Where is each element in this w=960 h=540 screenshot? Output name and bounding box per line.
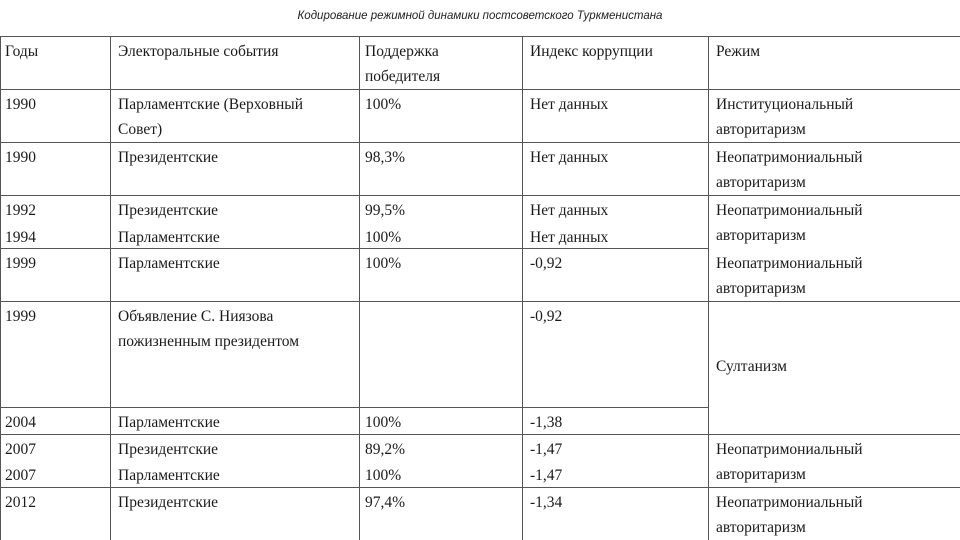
row-corruption: Нет данных xyxy=(530,96,609,113)
row-event: Президентские xyxy=(118,149,219,166)
row-event-line2: Совет) xyxy=(118,121,163,138)
row-event: Президентские xyxy=(118,494,219,511)
row-year: 1990 xyxy=(5,149,36,166)
regime-line1: Неопатримониальный xyxy=(716,202,863,219)
table-rule xyxy=(0,142,960,143)
regime-cell xyxy=(716,353,951,379)
row-corruption: Нет данных xyxy=(530,229,609,246)
table-border-top xyxy=(0,36,960,37)
regime-line2: авторитаризм xyxy=(716,519,806,536)
row-support: 100% xyxy=(365,467,402,484)
regime-line1: Неопатримониальный xyxy=(716,149,863,166)
row-event: Парламентские xyxy=(118,229,220,246)
row-year: 1992 xyxy=(5,202,36,219)
row-corruption: -1,34 xyxy=(530,494,563,511)
header-event: Электоральные события xyxy=(118,43,279,60)
header-corruption: Индекс коррупции xyxy=(530,43,653,60)
row-event: Парламентские xyxy=(118,414,220,431)
row-event: Парламентские xyxy=(118,255,220,272)
row-year: 1990 xyxy=(5,96,36,113)
row-event-line2: пожизненным президентом xyxy=(118,333,300,350)
row-support: 100% xyxy=(365,255,402,272)
row-year: 1994 xyxy=(5,229,36,246)
table-rule xyxy=(0,248,708,249)
regime-cell xyxy=(716,489,951,540)
row-support: 98,3% xyxy=(365,149,406,166)
header-year: Годы xyxy=(5,43,39,60)
row-support: 100% xyxy=(365,96,402,113)
row-support xyxy=(365,303,515,304)
row-support: 97,4% xyxy=(365,494,406,511)
header-regime: Режим xyxy=(716,43,761,60)
row-corruption: Нет данных xyxy=(530,202,609,219)
row-support: 89,2% xyxy=(365,441,406,458)
row-event: Президентские xyxy=(118,202,219,219)
regime-line2: авторитаризм xyxy=(716,227,806,244)
row-corruption: Нет данных xyxy=(530,149,609,166)
table-col-rule xyxy=(522,36,523,540)
table-col-rule xyxy=(708,36,709,540)
regime-cell xyxy=(716,91,951,142)
row-corruption: -0,92 xyxy=(530,308,563,325)
row-event xyxy=(118,303,353,354)
table-rule xyxy=(0,195,960,196)
row-event: Парламентские xyxy=(118,467,220,484)
table-rule xyxy=(0,487,960,488)
table-rule xyxy=(0,434,960,435)
regime-line2: авторитаризм xyxy=(716,280,806,297)
regime-line2: авторитаризм xyxy=(716,466,806,483)
row-support: 99,5% xyxy=(365,202,406,219)
row-year: 1999 xyxy=(5,308,36,325)
regime-cell xyxy=(716,250,951,301)
page-title: Кодирование режимной динамики постсоветского Туркменистана xyxy=(297,10,663,22)
regime-cell xyxy=(716,144,951,195)
row-year: 2004 xyxy=(5,414,36,431)
header-support xyxy=(365,38,515,89)
regime-cell xyxy=(716,197,951,248)
regime-line1: Институциональный xyxy=(716,96,854,113)
row-corruption: -1,47 xyxy=(530,441,563,458)
table-rule xyxy=(0,89,960,90)
row-event-line1: Объявление С. Ниязова xyxy=(118,308,274,325)
header-support-line1: Поддержка xyxy=(365,43,439,60)
table-rule xyxy=(0,301,960,302)
regime-line1: Неопатримониальный xyxy=(716,494,863,511)
regime-line2: авторитаризм xyxy=(716,121,806,138)
regime-cell xyxy=(716,436,951,487)
row-year: 2007 xyxy=(5,441,36,458)
row-support: 100% xyxy=(365,229,402,246)
row-year: 2012 xyxy=(5,494,36,511)
table-border-left xyxy=(0,36,1,540)
header-support-line2: победителя xyxy=(365,68,441,85)
row-event: Президентские xyxy=(118,441,219,458)
table-rule xyxy=(0,407,708,408)
regime-line1: Неопатримониальный xyxy=(716,255,863,272)
regime-line1: Неопатримониальный xyxy=(716,441,863,458)
row-year: 2007 xyxy=(5,467,36,484)
regime-line1: Султанизм xyxy=(716,358,787,375)
table-col-rule xyxy=(110,36,111,540)
row-event xyxy=(118,91,353,142)
regime-line2: авторитаризм xyxy=(716,174,806,191)
row-corruption: -1,47 xyxy=(530,467,563,484)
row-support: 100% xyxy=(365,414,402,431)
row-year: 1999 xyxy=(5,255,36,272)
row-corruption: -1,38 xyxy=(530,414,563,431)
row-corruption: -0,92 xyxy=(530,255,563,272)
row-event-line1: Парламентские (Верховный xyxy=(118,96,304,113)
table-col-rule xyxy=(359,36,360,540)
